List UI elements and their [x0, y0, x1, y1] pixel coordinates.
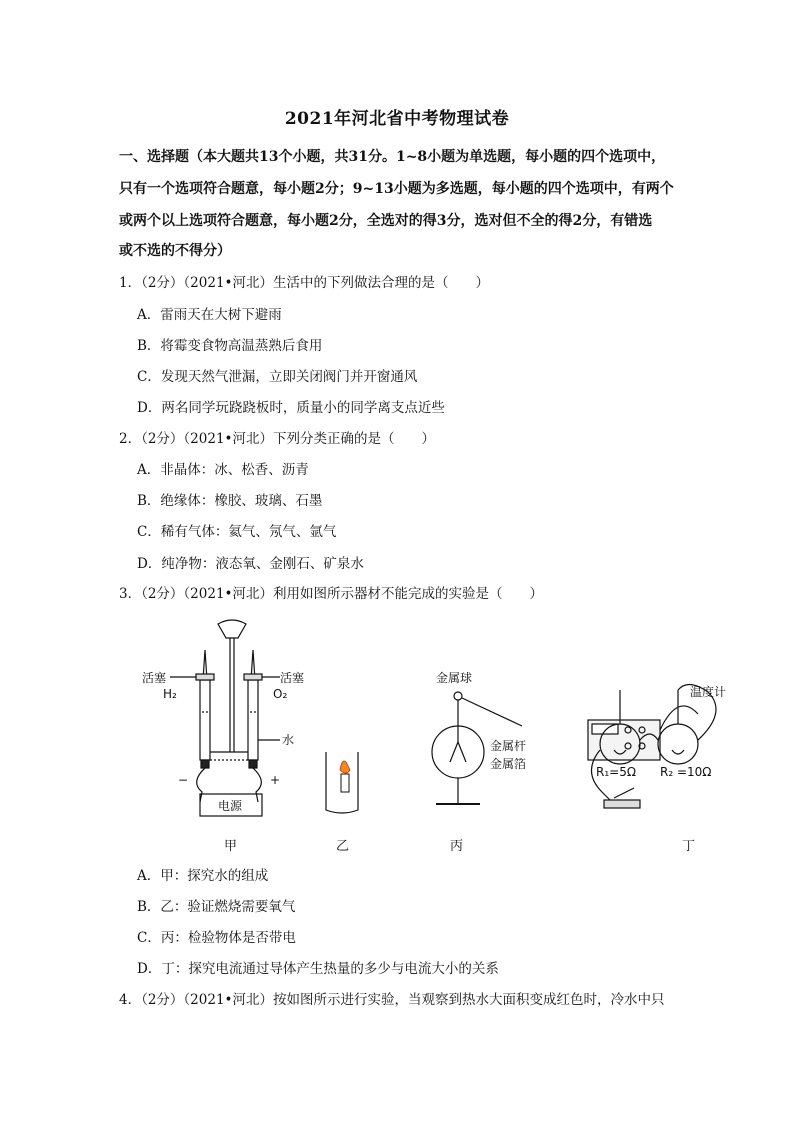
metal-foil-shape [450, 742, 466, 762]
question-3-option-c: C．丙：检验物体是否带电 [137, 930, 296, 946]
funnel-shape [218, 620, 246, 638]
r2-label: R₂ =10Ω [660, 765, 712, 779]
left-valve [196, 674, 214, 680]
switch-shape [604, 800, 640, 808]
section-instructions-line-3: 或两个以上选项符合题意，每小题2分，全选对的得3分，选对但不全的得2分，有错选 [119, 213, 653, 229]
left-tube [200, 680, 210, 760]
caption-ding: 丁 [682, 839, 696, 854]
question-3-stem: 3．（2分）（2021•河北）利用如图所示器材不能完成的实验是（ ） [119, 586, 543, 602]
metal-ball-shape [454, 692, 462, 700]
figure-yi [326, 752, 358, 813]
caption-bing: 丙 [450, 839, 464, 854]
question-4-stem: 4．（2分）（2021•河北）按如图所示进行实验，当观察到热水大面积变成红色时，冷水中只 [119, 992, 665, 1008]
flask-r1-shape [600, 724, 640, 764]
valve-left-label: 活塞 [142, 671, 167, 685]
question-1-option-b: B．将霉变食物高温蒸熟后食用 [137, 338, 323, 354]
right-tube [248, 680, 258, 760]
valve-right-label: 活塞 [280, 671, 305, 685]
thermometer-label: 温度计 [690, 685, 727, 699]
question-2-stem: 2．（2分）（2021•河北）下列分类正确的是（ ） [119, 431, 435, 447]
question-2-option-c: C．稀有气体：氦气、氖气、氩气 [137, 524, 337, 540]
metal-ball-label: 金属球 [436, 671, 473, 685]
question-1-option-a: A．雷雨天在大树下避雨 [137, 307, 282, 323]
question-3-option-b: B．乙：验证燃烧需要氧气 [137, 899, 296, 915]
question-1-stem: 1．（2分）（2021•河北）生活中的下列做法合理的是（ ） [119, 275, 489, 291]
question-3-option-a: A．甲：探究水的组成 [137, 868, 269, 884]
question-1-option-d: D．两名同学玩跷跷板时，质量小的同学离支点近些 [137, 400, 445, 416]
question-1-option-c: C．发现天然气泄漏，立即关闭阀门并开窗通风 [137, 369, 418, 385]
section-instructions-line-2: 只有一个选项符合题意，每小题2分；9~13小题为多选题，每小题的四个选项中，有两个 [119, 181, 674, 197]
charged-rod-shape [462, 698, 522, 726]
metal-foil-label: 金属箔 [490, 757, 527, 771]
question-2-option-b: B．绝缘体：橡胶、玻璃、石墨 [137, 493, 323, 509]
caption-jia: 甲 [224, 839, 238, 854]
h2-label: H₂ [163, 687, 177, 701]
flame-shape [340, 761, 350, 773]
o2-label: O₂ [273, 687, 288, 701]
plus-label: + [270, 773, 281, 787]
metal-rod-label: 金属杆 [490, 739, 527, 753]
flask-r2-shape [658, 724, 698, 764]
question-2-option-a: A．非晶体：冰、松香、沥青 [137, 462, 309, 478]
section-instructions-line-4: 或不选的不得分） [119, 243, 231, 259]
power-label: 电源 [218, 799, 243, 813]
figure-ding-flasks [578, 672, 778, 822]
caption-yi: 乙 [336, 839, 350, 854]
question-2-option-d: D．纯净物：液态氧、金刚石、矿泉水 [137, 556, 364, 572]
minus-label: − [178, 773, 189, 787]
question-3-option-d: D．丁：探究电流通过导体产生热量的多少与电流大小的关系 [137, 961, 499, 977]
section-instructions-line-1: 一、选择题（本大题共13个小题，共31分。1~8小题为单选题，每小题的四个选项中， [119, 149, 666, 165]
page-title: 2021年河北省中考物理试卷 [284, 109, 510, 129]
water-label: 水 [282, 733, 295, 747]
r1-label: R₁=5Ω [596, 765, 637, 779]
right-valve [244, 674, 262, 680]
candle-shape [341, 774, 349, 792]
